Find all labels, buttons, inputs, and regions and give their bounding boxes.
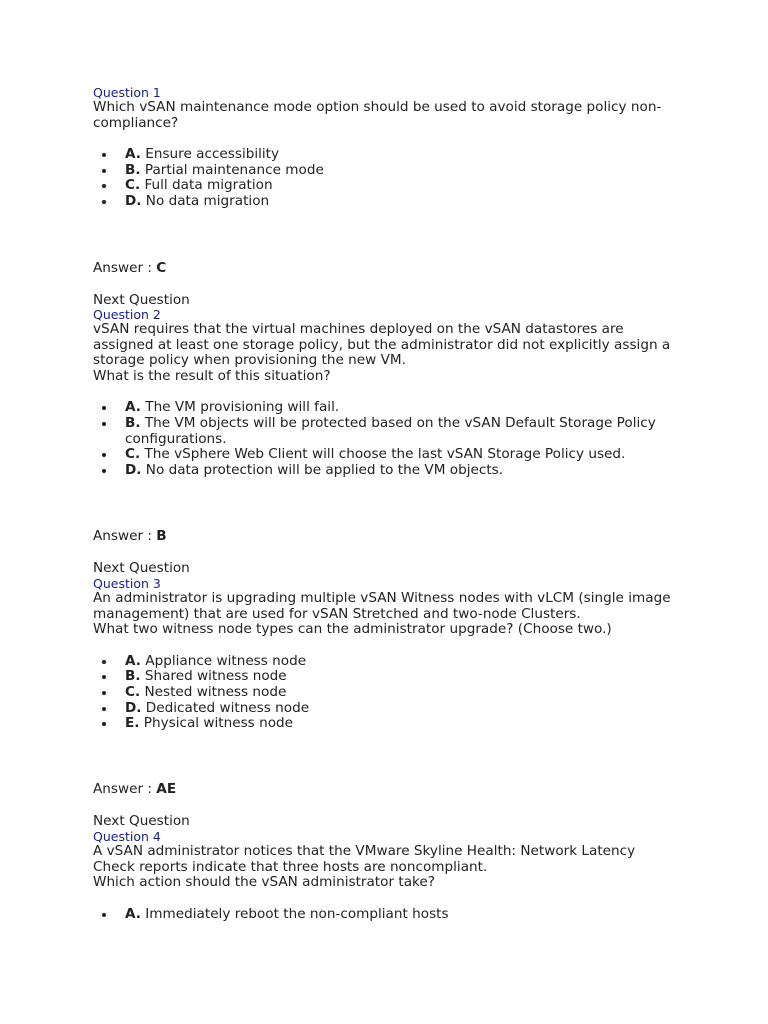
option-letter: A. xyxy=(125,399,141,416)
option-letter: C. xyxy=(125,446,141,463)
option-text: Ensure accessibility xyxy=(145,146,280,163)
option-text: Partial maintenance mode xyxy=(144,161,324,178)
question-block xyxy=(93,86,673,210)
question-text: What two witness node types can the administrator upgrade? (Choose two.) xyxy=(93,621,612,638)
option-text: Dedicated witness node xyxy=(145,699,310,716)
options-list xyxy=(93,907,673,923)
answer-label: Answer : xyxy=(93,528,152,544)
options-list xyxy=(93,654,673,732)
question-block xyxy=(93,577,673,732)
next-question-link[interactable]: Next Question xyxy=(93,292,190,308)
option-item xyxy=(93,178,673,194)
option-letter: A. xyxy=(125,652,141,669)
option-letter: A. xyxy=(125,146,141,163)
option-text: Immediately reboot the non-compliant hosts xyxy=(145,905,449,922)
option-text: No data migration xyxy=(145,192,270,209)
option-item xyxy=(93,194,673,210)
option-letter: D. xyxy=(125,699,142,716)
option-item xyxy=(93,147,673,163)
question-text: What is the result of this situation? xyxy=(93,367,331,384)
option-item xyxy=(93,685,673,701)
answer-line xyxy=(93,261,166,277)
answer-value: C xyxy=(156,260,167,276)
option-item xyxy=(93,400,673,416)
option-text: Physical witness node xyxy=(143,715,294,732)
options-list xyxy=(93,400,673,478)
option-letter: D. xyxy=(125,461,142,478)
option-item xyxy=(93,701,673,717)
option-letter: A. xyxy=(125,905,141,922)
question-block xyxy=(93,308,673,478)
question-label: Question 4 xyxy=(93,829,161,844)
option-letter: B. xyxy=(125,668,141,685)
question-block xyxy=(93,830,673,922)
option-item xyxy=(93,716,673,732)
options-list xyxy=(93,147,673,209)
answer-value: B xyxy=(156,528,167,544)
question-text: Which action should the vSAN administrator take? xyxy=(93,874,435,891)
question-text: Which vSAN maintenance mode option should be used to avoid storage policy non-compliance? xyxy=(93,99,662,131)
next-question-link[interactable]: Next Question xyxy=(93,560,190,576)
option-item xyxy=(93,463,673,479)
option-item xyxy=(93,654,673,670)
option-text: Nested witness node xyxy=(144,683,287,700)
question-text: An administrator is upgrading multiple vSAN Witness nodes with vLCM (single image management) that are used for vSAN Stretched and two-node Clusters. xyxy=(93,590,671,622)
answer-label: Answer : xyxy=(93,260,152,276)
option-letter: C. xyxy=(125,177,141,194)
question-label: Question 3 xyxy=(93,576,161,591)
option-item xyxy=(93,907,673,923)
question-label: Question 1 xyxy=(93,85,161,100)
option-letter: D. xyxy=(125,192,142,209)
option-text: Full data migration xyxy=(144,177,273,194)
option-text: The VM objects will be protected based on the vSAN Default Storage Policy configurations. xyxy=(125,414,656,447)
next-question-link[interactable]: Next Question xyxy=(93,813,190,829)
option-letter: B. xyxy=(125,161,141,178)
option-text: The VM provisioning will fail. xyxy=(145,399,340,416)
question-text: vSAN requires that the virtual machines deployed on the vSAN datastores are assigned at least one storage policy, but the administrator did not explicitly assign a storage policy when provisioning the new VM. xyxy=(93,321,671,369)
option-item xyxy=(93,447,673,463)
option-letter: B. xyxy=(125,414,141,431)
question-text: A vSAN administrator notices that the VMware Skyline Health: Network Latency Check reports indicate that three hosts are noncompliant. xyxy=(93,843,636,875)
option-text: The vSphere Web Client will choose the last vSAN Storage Policy used. xyxy=(144,446,626,463)
option-text: Appliance witness node xyxy=(145,652,307,669)
answer-line xyxy=(93,782,176,798)
option-item xyxy=(93,669,673,685)
option-item xyxy=(93,163,673,179)
option-text: Shared witness node xyxy=(144,668,287,685)
option-letter: E. xyxy=(125,715,140,732)
answer-value: AE xyxy=(156,781,177,797)
option-item xyxy=(93,416,673,447)
question-label: Question 2 xyxy=(93,307,161,322)
answer-label: Answer : xyxy=(93,781,152,797)
option-letter: C. xyxy=(125,683,141,700)
option-text: No data protection will be applied to the VM objects. xyxy=(145,461,504,478)
answer-line xyxy=(93,529,167,545)
